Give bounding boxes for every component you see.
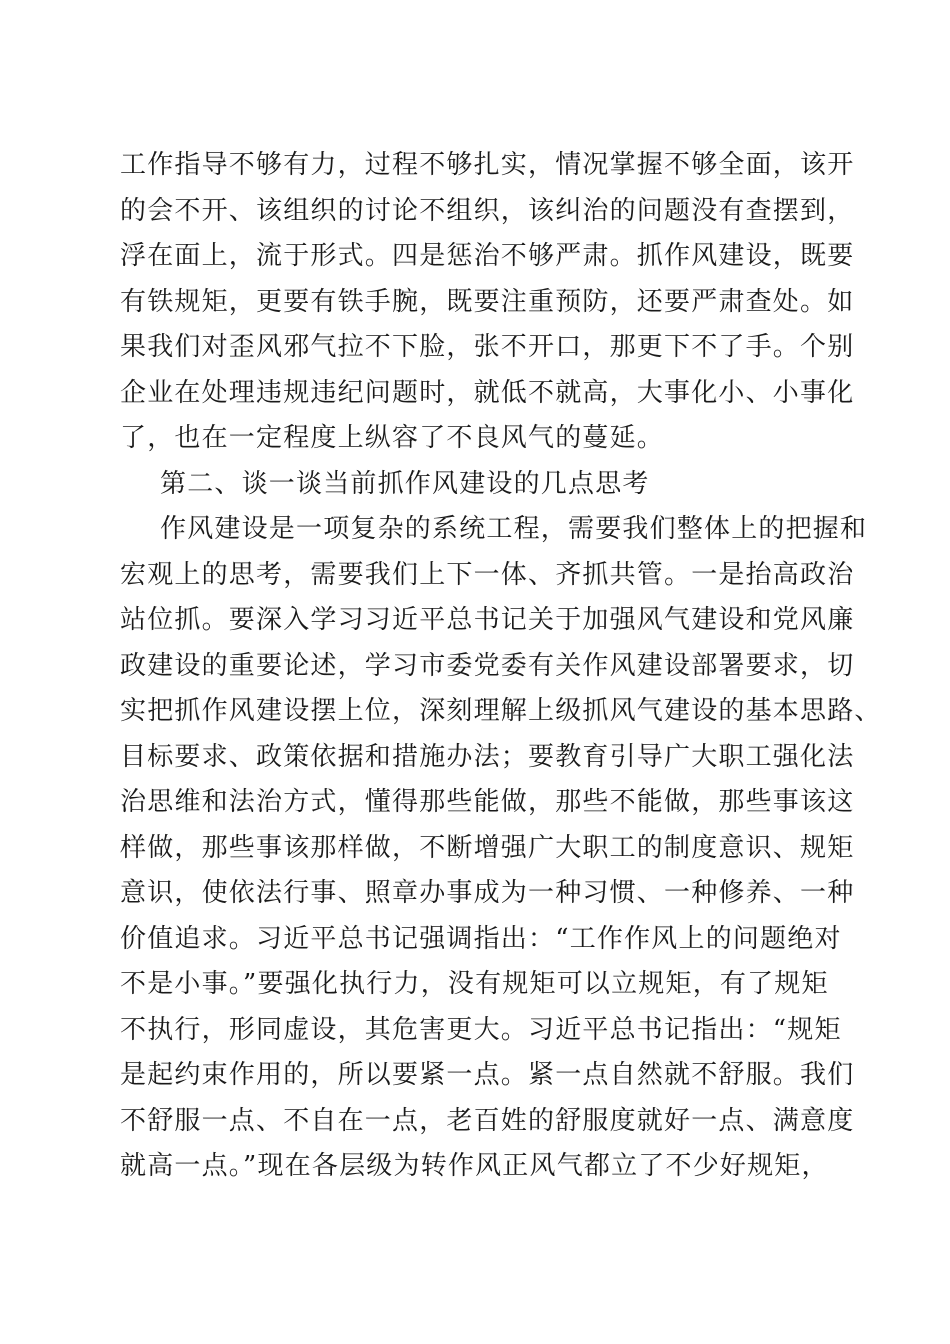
text-line: 就高一点。”现在各层级为转作风正风气都立了不少好规矩， xyxy=(120,1151,829,1181)
paragraph-first-line: 作风建设是一项复杂的系统工程，需要我们整体上的把握和 xyxy=(160,514,868,544)
text-line: 不舒服一点、不自在一点，老百姓的舒服度就好一点、满意度 xyxy=(120,1105,855,1136)
text-line: 价值追求。习近平总书记强调指出：“工作作风上的问题绝对 xyxy=(120,923,842,954)
body-text xyxy=(120,143,882,1190)
text-line: 果我们对歪风邪气拉不下脸，张不开口，那更下不了手。个别 xyxy=(120,332,855,362)
text-line: 有铁规矩，更要有铁手腕，既要注重预防，还要严肃查处。如 xyxy=(120,286,855,317)
text-line: 浮在面上，流于形式。四是惩治不够严肃。抓作风建设，既要 xyxy=(120,241,855,271)
text-line: 的会不开、该组织的讨论不组织，该纠治的问题没有查摆到， xyxy=(120,195,855,226)
text-line: 企业在处理违规违纪问题时，就低不就高，大事化小、小事化 xyxy=(120,377,855,408)
text-line: 是起约束作用的，所以要紧一点。紧一点自然就不舒服。我们 xyxy=(120,1060,855,1090)
text-line: 意识，使依法行事、照章办事成为一种习惯、一种修养、一种 xyxy=(120,878,855,908)
text-line: 不执行，形同虚设，其危害更大。习近平总书记指出：“规矩 xyxy=(120,1014,842,1045)
text-line: 了，也在一定程度上纵容了不良风气的蔓延。 xyxy=(120,423,665,453)
text-line: 站位抓。要深入学习习近平总书记关于加强风气建设和党风廉 xyxy=(120,605,855,635)
text-line: 目标要求、政策依据和措施办法；要教育引导广大职工强化法 xyxy=(120,741,855,772)
text-line: 政建设的重要论述，学习市委党委有关作风建设部署要求，切 xyxy=(120,650,855,681)
text-line: 工作指导不够有力，过程不够扎实，情况掌握不够全面，该开 xyxy=(120,150,855,180)
text-line: 实把抓作风建设摆上位，深刻理解上级抓风气建设的基本思路、 xyxy=(120,696,882,726)
text-line: 样做，那些事该那样做，不断增强广大职工的制度意识、规矩 xyxy=(120,832,855,863)
text-line: 治思维和法治方式，懂得那些能做，那些不能做，那些事该这 xyxy=(120,787,855,817)
text-line: 宏观上的思考，需要我们上下一体、齐抓共管。一是抬高政治 xyxy=(120,559,855,590)
text-line: 不是小事。”要强化执行力，没有规矩可以立规矩，有了规矩 xyxy=(120,969,829,999)
section-heading: 第二、谈一谈当前抓作风建设的几点思考 xyxy=(160,468,650,499)
